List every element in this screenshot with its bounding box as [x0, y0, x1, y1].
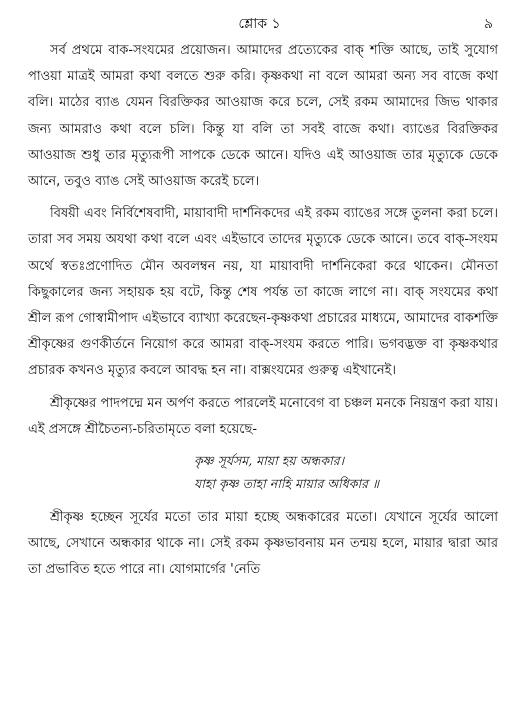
- verse-quote: [28, 449, 498, 495]
- paragraph-speech-control: সর্ব প্রথমে বাক-সংযমের প্রয়োজন। আমাদের প্রত্যেকের বাক্ শক্তি আছে, তাই সুযোগ পাওয়া মাত্রই আমরা কথা বলতে শুরু করি। কৃষ্ণকথা না বলে আমরা অন্য সব বাজে কথা বলি। মাঠের ব্যাঙ যেমন বিরক্তিকর আওয়াজ করে চলে, সেই রকম আমাদের জিভ থাকার জন্য আমরাও কথা বলে চলি। কিন্তু যা বলি তা সবই বাজে কথা। ব্যাঙের বিরক্তিকর আওয়াজ শুধু তার মৃত্যুরূপী সাপকে ডেকে আনে। যদিও এই আওয়াজ তার মৃত্যুকে ডেকে আনে, তবুও ব্যাঙ সেই আওয়াজ করেই চলে।: [28, 43, 498, 190]
- paragraph-sun-and-darkness: শ্রীকৃষ্ণ হচ্ছেন সূর্যের মতো তার মায়া হচ্ছে অন্ধকারের মতো। যেখানে সূর্যের আলো আছে, সেখানে অন্ধকার থাকে না। সেই রকম কৃষ্ণভাবনায় মন তন্ময় হলে, মায়ার দ্বারা আর তা প্রভাবিত হতে পারে না। যোগমার্গের 'নেতি: [28, 510, 498, 578]
- page-header: [0, 10, 519, 34]
- body-text: [28, 38, 498, 590]
- paragraph-mayavadi-comparison: বিষয়ী এবং নির্বিশেষবাদী, মায়াবাদী দার্শনিকদের এই রকম ব্যাঙের সঙ্গে তুলনা করা চলে। তারা সব সময় অযথা কথা বলে এবং এইভাবে তাদের মৃত্যুকে ডেকে আনে। তবে বাক্-সংযম অর্থে স্বতঃপ্রণোদিত মৌন অবলম্বন নয়, যা মায়াবাদী দার্শনিকেরা করে থাকেন। মৌনতা কিছুকালের জন্য সহায়ক হয় বটে, কিন্তু শেষ পর্যন্ত তা কাজে লাগে না। বাক্ সংযমের কথা শ্রীল রূপ গোস্বামীপাদ এইভাবে ব্যাখ্যা করেছেন-কৃষ্ণকথা প্রচারের মাধ্যমে, আমাদের বাকশক্তি শ্রীকৃষ্ণের গুণকীর্তনে নিয়োগ করে আমরা বাক্-সংযম করতে পারি। ভগবদ্ভক্ত বা কৃষ্ণকথার প্রচারক কখনও মৃত্যুর কবলে আবদ্ধ হন না। বাক্সংযমের গুরুত্ব এইখানেই।: [28, 206, 498, 379]
- paragraph-mind-control: শ্রীকৃষ্ণের পাদপদ্মে মন অর্পণ করতে পারলেই মনোবেগ বা চঞ্চল মনকে নিয়ন্ত্রণ করা যায়। এই প্রসঙ্গে শ্রীচৈতন্য-চরিতামৃতে বলা হয়েছে-: [28, 395, 498, 437]
- verse-line: কৃষ্ণ সূর্যসম, মায়া হয় অন্ধকার।: [194, 453, 345, 469]
- page-number: ৯: [483, 16, 493, 32]
- running-head: শ্লোক ১: [238, 16, 281, 32]
- verse-line: যাহা কৃষ্ণ তাহা নাহি মায়ার অধিকার ॥: [194, 476, 380, 492]
